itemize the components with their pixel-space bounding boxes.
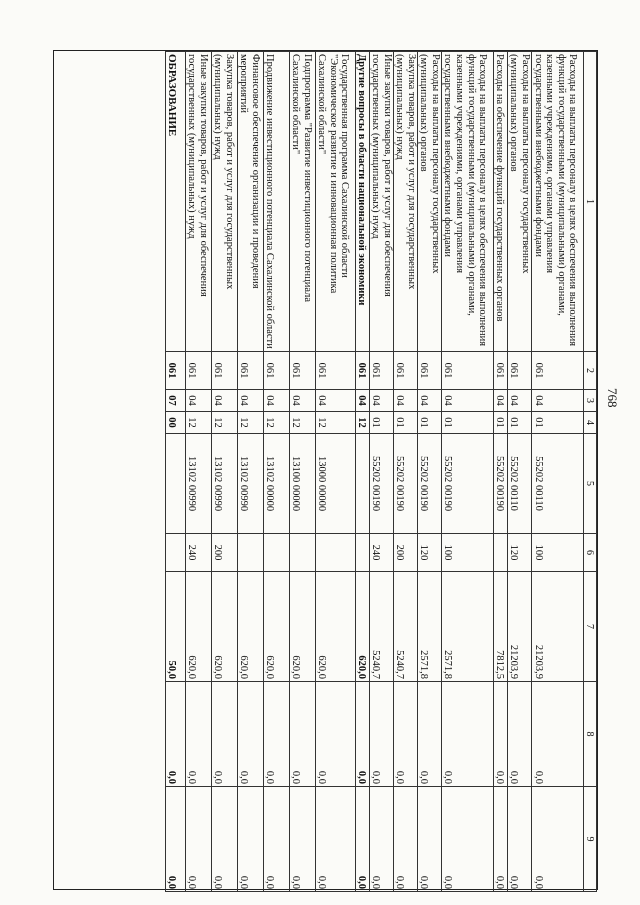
row-admin-code: 061 <box>263 352 289 390</box>
row-expense-type: 240 <box>185 534 211 572</box>
row-target-article: 55202 00190 <box>369 434 393 534</box>
row-expense-type <box>315 534 355 572</box>
row-section-code: 04 <box>211 390 237 412</box>
row-target-article: 55202 00110 <box>532 434 584 534</box>
table-row <box>289 52 315 892</box>
row-amount-3: 0,0 <box>211 787 237 892</box>
row-description: Продвижение инвестиционного потенциала Сахалинской области <box>263 52 289 352</box>
row-expense-type: 200 <box>211 534 237 572</box>
row-admin-code: 061 <box>493 352 507 390</box>
row-section-code: 04 <box>237 390 263 412</box>
table-row <box>165 52 185 892</box>
row-expense-type <box>289 534 315 572</box>
row-subsection-code: 12 <box>211 412 237 434</box>
row-amount-2: 0,0 <box>289 682 315 787</box>
header-col-4: 4 <box>584 412 597 434</box>
row-section-code: 04 <box>493 390 507 412</box>
row-subsection-code: 00 <box>165 412 185 434</box>
row-amount-1: 7812,5 <box>493 572 507 682</box>
row-expense-type <box>493 534 507 572</box>
row-target-article: 13102 00000 <box>263 434 289 534</box>
row-amount-2: 0,0 <box>532 682 584 787</box>
row-amount-1: 620,0 <box>211 572 237 682</box>
row-section-code: 04 <box>532 390 584 412</box>
row-amount-2: 0,0 <box>369 682 393 787</box>
row-amount-1: 21203,9 <box>507 572 531 682</box>
row-target-article: 13100 00000 <box>289 434 315 534</box>
row-section-code: 04 <box>369 390 393 412</box>
row-target-article: 55202 00110 <box>507 434 531 534</box>
row-amount-2: 0,0 <box>185 682 211 787</box>
row-amount-1: 50,0 <box>165 572 185 682</box>
row-section-code: 04 <box>441 390 493 412</box>
row-amount-1: 620,0 <box>289 572 315 682</box>
row-admin-code: 061 <box>441 352 493 390</box>
row-subsection-code: 01 <box>441 412 493 434</box>
table-row <box>355 52 369 892</box>
row-amount-1: 21203,9 <box>532 572 584 682</box>
row-amount-2: 0,0 <box>507 682 531 787</box>
row-amount-3: 0,0 <box>417 787 441 892</box>
row-amount-2: 0,0 <box>211 682 237 787</box>
row-expense-type: 240 <box>369 534 393 572</box>
row-target-article <box>355 434 369 534</box>
row-amount-2: 0,0 <box>315 682 355 787</box>
table-row <box>369 52 393 892</box>
row-admin-code: 061 <box>289 352 315 390</box>
row-admin-code: 061 <box>393 352 417 390</box>
column-number-header <box>584 52 597 892</box>
row-section-code: 04 <box>263 390 289 412</box>
row-subsection-code: 01 <box>393 412 417 434</box>
table-row <box>417 52 441 892</box>
row-admin-code: 061 <box>507 352 531 390</box>
row-description: Финансовое обеспечение организации и проведения мероприятий <box>237 52 263 352</box>
row-expense-type: 120 <box>507 534 531 572</box>
row-amount-1: 2571,8 <box>441 572 493 682</box>
budget-table <box>165 51 597 892</box>
header-col-6: 6 <box>584 534 597 572</box>
header-col-8: 8 <box>584 682 597 787</box>
table-body <box>165 52 583 892</box>
row-subsection-code: 12 <box>237 412 263 434</box>
row-section-code: 04 <box>355 390 369 412</box>
row-amount-3: 0,0 <box>493 787 507 892</box>
row-amount-2: 0,0 <box>355 682 369 787</box>
row-amount-3: 0,0 <box>441 787 493 892</box>
row-section-code: 04 <box>507 390 531 412</box>
row-description: Иные закупки товаров, работ и услуг для обеспечения государственных (муниципальных) нужд <box>185 52 211 352</box>
row-amount-2: 0,0 <box>237 682 263 787</box>
row-subsection-code: 12 <box>315 412 355 434</box>
row-amount-3: 0,0 <box>393 787 417 892</box>
row-subsection-code: 12 <box>355 412 369 434</box>
row-amount-3: 0,0 <box>532 787 584 892</box>
row-subsection-code: 12 <box>289 412 315 434</box>
table-row <box>237 52 263 892</box>
row-target-article: 55202 00190 <box>417 434 441 534</box>
row-amount-3: 0,0 <box>369 787 393 892</box>
row-subsection-code: 01 <box>507 412 531 434</box>
row-expense-type <box>263 534 289 572</box>
row-target-article: 13102 00990 <box>211 434 237 534</box>
row-amount-3: 0,0 <box>507 787 531 892</box>
budget-table-frame <box>53 50 598 890</box>
row-subsection-code: 01 <box>369 412 393 434</box>
table-row <box>393 52 417 892</box>
row-expense-type: 120 <box>417 534 441 572</box>
row-amount-1: 5240,7 <box>369 572 393 682</box>
row-admin-code: 061 <box>369 352 393 390</box>
row-subsection-code: 12 <box>263 412 289 434</box>
row-amount-2: 0,0 <box>493 682 507 787</box>
table-row <box>441 52 493 892</box>
header-col-3: 3 <box>584 390 597 412</box>
row-admin-code: 061 <box>417 352 441 390</box>
row-amount-3: 0,0 <box>355 787 369 892</box>
row-description: Расходы на обеспечение функций государственных органов <box>493 52 507 352</box>
row-admin-code: 061 <box>237 352 263 390</box>
row-amount-3: 0,0 <box>165 787 185 892</box>
row-section-code: 04 <box>289 390 315 412</box>
row-expense-type: 100 <box>532 534 584 572</box>
row-expense-type: 100 <box>441 534 493 572</box>
row-amount-2: 0,0 <box>393 682 417 787</box>
row-expense-type <box>237 534 263 572</box>
row-target-article: 55202 00190 <box>493 434 507 534</box>
header-col-5: 5 <box>584 434 597 534</box>
row-amount-2: 0,0 <box>417 682 441 787</box>
row-amount-3: 0,0 <box>263 787 289 892</box>
row-section-code: 07 <box>165 390 185 412</box>
row-amount-3: 0,0 <box>185 787 211 892</box>
row-target-article: 55202 00190 <box>441 434 493 534</box>
row-section-code: 04 <box>315 390 355 412</box>
table-row <box>532 52 584 892</box>
row-expense-type <box>165 534 185 572</box>
row-amount-1: 620,0 <box>185 572 211 682</box>
table-row <box>507 52 531 892</box>
row-target-article: 55202 00190 <box>393 434 417 534</box>
row-expense-type <box>355 534 369 572</box>
row-target-article <box>165 434 185 534</box>
row-admin-code: 061 <box>185 352 211 390</box>
row-subsection-code: 12 <box>185 412 211 434</box>
row-admin-code: 061 <box>355 352 369 390</box>
row-target-article: 13102 00990 <box>237 434 263 534</box>
row-amount-1: 620,0 <box>237 572 263 682</box>
table-row <box>185 52 211 892</box>
header-col-7: 7 <box>584 572 597 682</box>
header-col-9: 9 <box>584 787 597 892</box>
row-expense-type: 200 <box>393 534 417 572</box>
row-description: ОБРАЗОВАНИЕ <box>165 52 185 352</box>
row-amount-3: 0,0 <box>289 787 315 892</box>
header-col-1: 1 <box>584 52 597 352</box>
row-description: Закупка товаров, работ и услуг для государственных (муниципальных) нужд <box>393 52 417 352</box>
row-subsection-code: 01 <box>417 412 441 434</box>
row-description: Расходы на выплаты персоналу в целях обеспечения выполнения функций государственными (муниципальными) органами, казенными учреждениями, органами управления государственными внебюджетными фондами <box>532 52 584 352</box>
table-row <box>315 52 355 892</box>
row-amount-2: 0,0 <box>165 682 185 787</box>
row-amount-1: 620,0 <box>355 572 369 682</box>
row-amount-1: 620,0 <box>315 572 355 682</box>
row-target-article: 13000 00000 <box>315 434 355 534</box>
row-amount-1: 5240,7 <box>393 572 417 682</box>
row-amount-3: 0,0 <box>237 787 263 892</box>
row-description: Другие вопросы в области национальной экономики <box>355 52 369 352</box>
row-amount-1: 2571,8 <box>417 572 441 682</box>
row-subsection-code: 01 <box>493 412 507 434</box>
row-amount-1: 620,0 <box>263 572 289 682</box>
row-description: Расходы на выплаты персоналу государственных (муниципальных) органов <box>507 52 531 352</box>
row-section-code: 04 <box>393 390 417 412</box>
row-amount-2: 0,0 <box>263 682 289 787</box>
header-col-2: 2 <box>584 352 597 390</box>
row-amount-2: 0,0 <box>441 682 493 787</box>
table-row <box>493 52 507 892</box>
row-description: Иные закупки товаров, работ и услуг для обеспечения государственных (муниципальных) нужд <box>369 52 393 352</box>
row-admin-code: 061 <box>211 352 237 390</box>
row-amount-3: 0,0 <box>315 787 355 892</box>
row-subsection-code: 01 <box>532 412 584 434</box>
row-description: Подпрограмма "Развитие инвестиционного потенциала Сахалинской области" <box>289 52 315 352</box>
row-admin-code: 061 <box>315 352 355 390</box>
row-description: Расходы на выплаты персоналу государственных (муниципальных) органов <box>417 52 441 352</box>
row-description: Закупка товаров, работ и услуг для государственных (муниципальных) нужд <box>211 52 237 352</box>
table-row <box>211 52 237 892</box>
row-admin-code: 061 <box>165 352 185 390</box>
row-section-code: 04 <box>417 390 441 412</box>
row-description: Государственная программа Сахалинской области "Экономическое развитие и инновационная политика Сахалинской области" <box>315 52 355 352</box>
row-admin-code: 061 <box>532 352 584 390</box>
row-target-article: 13102 00990 <box>185 434 211 534</box>
page-number: 768 <box>605 388 620 408</box>
row-section-code: 04 <box>185 390 211 412</box>
table-row <box>263 52 289 892</box>
row-description: Расходы на выплаты персоналу в целях обеспечения выполнения функций государственными (муниципальными) органами, казенными учреждениями, органами управления государственными внебюджетными фондами <box>441 52 493 352</box>
